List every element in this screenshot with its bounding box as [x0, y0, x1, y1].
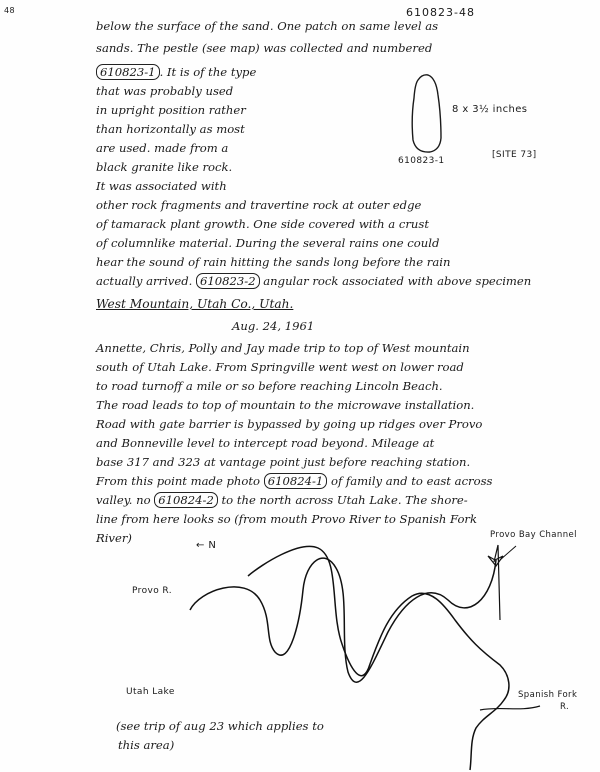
entry-line: of columnlike material. During the several rains one could	[96, 236, 440, 250]
photo-number-box: 610824-2	[154, 492, 218, 508]
spanish-fork-river-line	[480, 706, 540, 710]
entry-text: From this point made photo	[96, 474, 261, 488]
entry-text: of family and to east across	[330, 474, 493, 488]
entry-line: other rock fragments and travertine rock at outer edge	[96, 198, 422, 212]
catalog-number-box: 610823-1	[96, 64, 160, 80]
entry-text: angular rock associated with above specimen	[263, 274, 532, 288]
site-label: [SITE 73]	[492, 150, 537, 160]
catalog-number-box: 610823-2	[196, 273, 260, 289]
spanish-fork-label: Spanish Fork	[518, 690, 578, 700]
entry-line: are used. made from a	[96, 141, 229, 155]
entry-line: It was associated with	[96, 179, 227, 193]
page-id: 610823-48	[406, 6, 475, 19]
provo-bay-channel-line	[488, 545, 503, 620]
page-number: 48	[4, 6, 15, 15]
entry-line: below the surface of the sand. One patch on same level as	[96, 19, 439, 33]
utah-lake-label: Utah Lake	[126, 687, 175, 697]
entry-text: valley. no	[96, 493, 151, 507]
entry-line: sands. The pestle (see map) was collected and numbered	[96, 41, 433, 55]
entry-line: to road turnoff a mile or so before reaching Lincoln Beach.	[96, 379, 443, 393]
shoreline-west	[190, 558, 496, 682]
channel-pointer	[500, 546, 516, 560]
entry-line: south of Utah Lake. From Springville went west on lower road	[96, 360, 464, 374]
provo-bay-channel-label: Provo Bay Channel	[490, 530, 577, 540]
entry-line: base 317 and 323 at vantage point just before reaching station.	[96, 455, 471, 469]
spanish-fork-r-label: R.	[560, 702, 570, 712]
entry-text: . It is of the type	[159, 65, 257, 79]
entry-line: black granite like rock.	[96, 160, 233, 174]
provo-river-label: Provo R.	[132, 586, 172, 596]
footer-note-line: this area)	[118, 738, 175, 752]
entry-line: that was probably used	[96, 84, 234, 98]
entry-line: and Bonneville level to intercept road beyond. Mileage at	[96, 436, 435, 450]
entry-heading: West Mountain, Utah Co., Utah.	[96, 297, 294, 311]
entry-line: than horizontally as most	[96, 122, 245, 136]
north-arrow: ← N	[196, 540, 217, 551]
entry-line: Road with gate barrier is bypassed by going up ridges over Provo	[96, 417, 483, 431]
footer-note-line: (see trip of aug 23 which applies to	[116, 719, 324, 733]
entry-date: Aug. 24, 1961	[232, 319, 315, 333]
entry-line: The road leads to top of mountain to the microwave installation.	[96, 398, 475, 412]
entry-line: River)	[96, 531, 132, 545]
entry-line: hear the sound of rain hitting the sands long before the rain	[96, 255, 451, 269]
entry-line: of tamarack plant growth. One side covered with a crust	[96, 217, 429, 231]
sketch-dimensions: 8 x 3½ inches	[452, 104, 528, 115]
sketch-label: 610823-1	[398, 156, 445, 166]
entry-text: to the north across Utah Lake. The shore-	[221, 493, 468, 507]
photo-number-box: 610824-1	[264, 473, 328, 489]
entry-line: line from here looks so (from mouth Provo River to Spanish Fork	[96, 512, 477, 526]
entry-line: in upright position rather	[96, 103, 246, 117]
shoreline-east	[248, 546, 509, 770]
entry-line: Annette, Chris, Polly and Jay made trip to top of West mountain	[96, 341, 470, 355]
entry-text: actually arrived.	[96, 274, 193, 288]
